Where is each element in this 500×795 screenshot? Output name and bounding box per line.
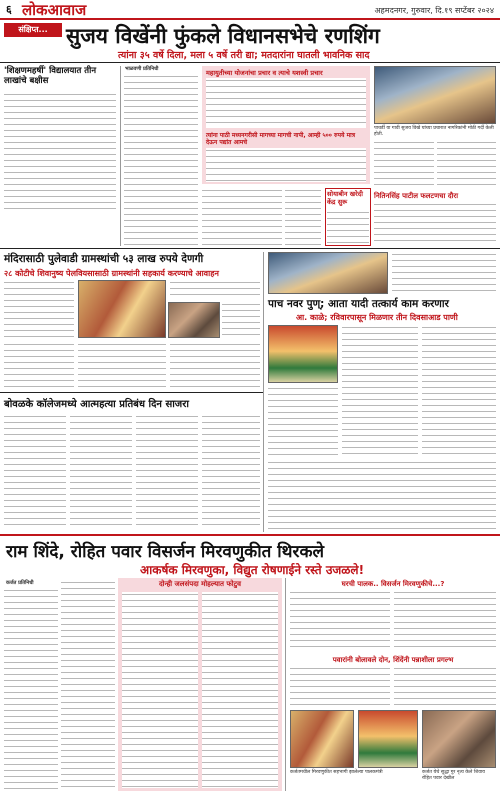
left-story-title: 'शिक्षणमहर्षी' विद्यालयात तीन लाखांचे बक्षीस xyxy=(4,66,97,86)
dateline: अहमदनगर, गुरुवार, दि.१९ सप्टेंबर २०२४ xyxy=(374,6,494,15)
section-tag: संक्षिप्त... xyxy=(4,23,62,37)
bottom-right-box-b: पवारांनी बोलावले दोन, शिंदेंनी पन्नाशीला प्रगल्भ xyxy=(332,656,454,664)
left-story-text xyxy=(4,92,116,210)
felicitation-photo xyxy=(168,302,220,338)
college-headline: बोवळके कॉलेजमध्ये आत्महत्या प्रतिबंध दिन साजरा xyxy=(4,399,189,410)
meeting-photo xyxy=(268,325,338,383)
bottom-subhead: आकर्षक मिरवणुका, विद्युत रोषणाईने रस्ते उजळले! xyxy=(140,563,365,577)
bottom-right-box-a: घरची पालक.. विसर्जन मिरवणुकीचे...? xyxy=(341,580,445,588)
box1-title: महायुतीच्या योजनांचा प्रचार व त्याचे यशस्वी प्रचार xyxy=(206,69,323,77)
mid-right-headline: पाच नवर पुण्; आता यादी तत्कार्य काम करणार xyxy=(268,298,449,310)
bottom-left-box-title: दोन्ही जलसंपदा मोहल्यात फोटुव xyxy=(158,580,242,588)
procession-photo-2 xyxy=(358,710,418,768)
box2-title: त्यांना पाठी मध्यनगरीसी मागच्या मागची नापी, आम्ही ५०० रुपये मात्र देऊन पद्यांत आमचे xyxy=(206,132,356,146)
procession-photo-3 xyxy=(422,710,496,768)
top-right-photo xyxy=(374,66,496,124)
temple-photo xyxy=(78,280,166,338)
procession-photo-1 xyxy=(290,710,354,768)
photo-caption: पाथर्डी या गावी सुजय विखे यांच्या प्रचारात नागरिकांनी मोठी गर्दी केली होती. xyxy=(374,126,496,137)
bottom-byline: कर्जत प्रतिनिधी xyxy=(6,580,34,586)
bottom-caption-left: कर्जतमधील मिरवणुकीत सहभागी झालेल्या पालकमंत्री xyxy=(290,770,383,775)
bottom-headline: राम शिंदे, रोहित पवार विसर्जन मिरवणुकीत थिरकले xyxy=(6,542,325,562)
bottom-caption-right: कर्जत येथे सुद्धा गुर नृत्य केले शिवाय रोहित पवार देखील xyxy=(422,770,485,781)
mid-right-subhead: आ. काळे; रविवारपासून मिळणार तीन दिवसाआड पाणी xyxy=(296,313,458,322)
mid-left-headline: मंदिरासाठी पुलेवाडी ग्रामस्थांची ५३ लाख रुपये देणगी xyxy=(4,253,204,265)
main-subhead: त्यांना ३५ वर्षे दिला, मला ५ वर्षे तरी द्या; मतदारांना घातली भावनिक साद xyxy=(118,50,370,61)
right-story-title: नितिनसिंह पाटील फलटणचा दौरा xyxy=(374,192,459,200)
page-number: ६ xyxy=(6,3,12,16)
newspaper-brand: लोकआवाज xyxy=(22,1,87,19)
soybean-box-title: सोयाबीन खरेदी केंद्र सुरू xyxy=(327,190,363,206)
byline: भाळवणी प्रतिनिधी xyxy=(125,66,159,72)
middle-story-text xyxy=(124,74,198,246)
mid-right-photo xyxy=(268,252,388,294)
mid-left-subhead: २८ कोटीचे शिवानुष्य पेलवियसासाठी ग्रामस्थांनी सहकार्य करण्याचे आवाहन xyxy=(4,269,219,278)
main-headline: सुजय विखेंनी फुंकले विधानसभेचे रणशिंग xyxy=(66,24,380,48)
